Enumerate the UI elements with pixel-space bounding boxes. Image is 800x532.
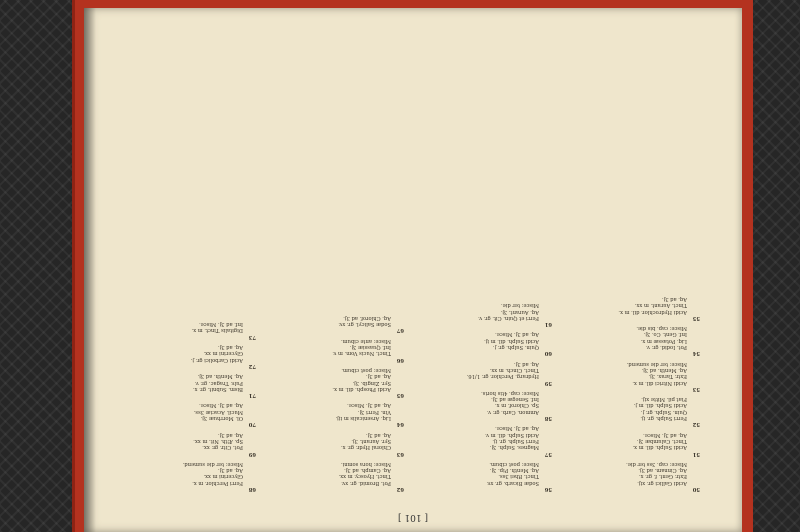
entry-number: 54 [692,350,700,357]
entry-line: Aq. ad 3j. Misce. [495,425,539,432]
entry-line: Tinct. Aurant. m xx. [634,302,687,309]
entry-number: 65 [396,392,404,399]
entry-number: 69 [248,450,256,457]
entry-line: Inf. Gent. Co. 3j. [643,331,687,338]
entry-line: Sp. Chlorof. m x. [494,402,539,409]
entry-line: Sodæ Bicarb. gr. xv. [486,479,539,486]
prescription-entry [124,373,256,398]
entry-line: Pot. Iodid. gr. v. [645,344,687,351]
spine-shadow [84,8,96,532]
entry-line: Aq. ad 3j. Misce. [643,431,687,438]
entry-line: Tinct. Rhei 3ss. [498,473,539,480]
entry-line: Misce: ter die sumend. [182,460,243,467]
entry-line: Digitalis Tinct. m x. [191,327,243,334]
entry-line: Aq. ad 3j. [514,360,539,367]
entry-line: Bism. Subnit. gr. x. [192,385,243,392]
entry-line: Magnes. Sulph. 3j. [489,444,539,451]
entry-line: Misce: post cibum. [341,366,391,373]
entry-line: Aq. ad 3j. [218,431,243,438]
entry-line: Aq. Chlorof. ad 3j. [343,314,391,321]
entry-number: 52 [692,421,700,428]
prescription-entry [420,331,552,356]
entry-number: 56 [544,486,552,492]
entry-line: Inf. Quassiæ 3j. [349,344,391,351]
entry-line: Quin. Sulph. gr. j. [640,408,687,415]
entry-number: 50 [692,486,700,492]
entry-line: Aq. Menth. ad 3j. [197,373,243,380]
entry-line: Acidi Nitrici dil. m x. [632,379,687,386]
entry-line: Aq. Cinnam. ad 3j. [638,467,687,474]
prescription-entry [124,402,256,427]
text-column [420,32,552,492]
entry-number: 62 [396,486,404,492]
entry-number: 71 [248,392,256,399]
entry-line: Acidi Sulph. dil. m ij. [484,337,539,344]
entry-line: Tinct. Nucis Vom. m v. [332,350,391,357]
prescription-entry [124,461,256,492]
entry-line: Misce: ter die. [501,302,539,309]
prescription-entry [420,302,552,327]
entry-line: Sodæ Salicyl. gr. xv. [338,321,391,328]
entry-number: 64 [396,421,404,428]
prescription-entry [568,296,700,321]
entry-line: Extr. Gent. f. gr. x. [638,473,687,480]
prescription-entry [272,461,404,492]
entry-line: Chloral Hydr. gr. x. [340,444,391,451]
entry-line: Pot. Bromid. gr. xv. [341,479,391,486]
entry-line: Acidi Carbolici gr. j. [190,356,243,363]
entry-line: Extr. Tarax. 3j. [648,373,687,380]
entry-number: 63 [396,450,404,457]
entry-number: 58 [544,415,552,422]
entry-line: Misce: post cibum. [489,460,539,467]
entry-line: Pot. Citr. gr. xx. [202,444,243,451]
entry-line: Ammon. Carb. gr. v. [487,408,539,415]
entry-line: Tinct. Hyoscy. m xx. [338,473,391,480]
entry-line: Ferri Sulph. gr. ij. [492,437,539,444]
prescription-entry [124,431,256,456]
entry-number: 60 [544,350,552,357]
entry-line: Misce: cap. 3ss ter die. [626,460,687,467]
entry-line: Aq. ad 3j. [366,431,391,438]
entry-line: Aq. ad 3j. [218,467,243,474]
entry-number: 72 [248,362,256,369]
prescription-entry [272,367,404,398]
entry-line: Vin. Ferri 3j. [357,408,391,415]
text-columns [124,32,700,492]
entry-line: Syr. Aurant. 3j. [351,437,391,444]
entry-line: Aq. ad 3j. [366,373,391,380]
entry-number: 57 [544,450,552,457]
prescription-entry [568,396,700,427]
prescription-entry [272,337,404,362]
entry-number: 53 [692,385,700,392]
entry-line: Aq. Menth. ad 3j. [641,366,687,373]
entry-line: Acidi Sulph. dil. m v. [485,431,539,438]
entry-number: 51 [692,450,700,457]
entry-number: 68 [248,486,256,492]
prescription-entry [568,431,700,456]
entry-line: Misce: ter die sumend. [626,360,687,367]
text-column [272,32,404,492]
entry-line: Tinct. Calumbæ 3j. [636,437,687,444]
prescription-entry [272,315,404,334]
entry-line: Acidi Phosph. dil. m x. [332,385,391,392]
entry-line: Fiat pil. Mitte xij. [641,396,687,403]
entry-line: Aq. ad 3j. Misce. [495,331,539,338]
prescription-entry [420,461,552,492]
entry-line: Acidi Sulph. dil. m x. [632,444,687,451]
prescription-entry [420,425,552,456]
entry-line: Misce: cap. bis die. [636,325,687,332]
entry-line: Aq. ad 3j. [662,295,687,302]
entry-line: Aq. Camph. ad 3j. [344,467,391,474]
entry-line: Ferri et Quin. Cit. gr. v. [478,314,539,321]
prescription-entry [568,461,700,492]
entry-line: Pulv. Tragac. gr. v. [194,379,243,386]
entry-number: 73 [248,333,256,340]
text-column [568,32,700,492]
entry-line: Glycerini m xx. [203,350,243,357]
entry-line: Glycerini m xx. [203,473,243,480]
entry-number: 55 [692,314,700,321]
entry-line: Aq. Menth. Pip. 3j. [489,467,539,474]
entry-line: Acidi Hydrochlor. dil. m x. [618,308,687,315]
entry-line: Inf. Senegæ ad 3j. [491,396,539,403]
entry-line: Acidi Sulph. dil. m j. [633,402,687,409]
entry-line: Ol. Morrhuæ 3j. [200,415,243,422]
prescription-entry [124,344,256,369]
page-number: [ 101 ] [398,512,428,522]
entry-line: Tinct. Cinch. m xx. [489,366,539,373]
prescription-entry [420,390,552,421]
prescription-entry [568,325,700,356]
entry-line: Misce: ante cibum. [340,337,391,344]
entry-number: 61 [544,321,552,328]
prescription-entry [420,360,552,385]
entry-line: Aq. ad 3j. Misce. [199,402,243,409]
entry-line: Syr. Zingib. 3j. [352,379,391,386]
book-page [84,8,742,532]
entry-line: Aq. ad 3j. [218,344,243,351]
entry-line: Ferri Sulph. gr. ij. [640,415,687,422]
prescription-entry [568,360,700,391]
entry-number: 59 [544,379,552,386]
entry-line: Inf. ad 3j. Misce. [199,321,243,328]
entry-line: Liq. Arsenicalis m iij. [335,415,391,422]
entry-line: Mucil. Acaciæ 3ss. [193,408,243,415]
entry-line: Liq. Potassæ m x. [640,337,687,344]
entry-line: Acidi Gallici gr. xij. [637,479,687,486]
prescription-entry [124,321,256,340]
entry-line: Misce: cap. 4tis horis. [481,389,539,396]
entry-number: 67 [396,327,404,334]
page-content-upside-down [84,8,742,532]
entry-number: 70 [248,421,256,428]
prescription-entry [272,431,404,456]
entry-line: Misce: hora somni. [340,460,391,467]
entry-number: 66 [396,356,404,363]
entry-line: Aq. Aurant. 3j. [500,308,539,315]
entry-line: Sp. Æth. Nit. m xx. [193,437,243,444]
entry-line: Hydrarg. Perchlor. gr. 1/16. [466,373,539,380]
entry-line: Aq. ad 3j. Misce. [347,402,391,409]
entry-line: Ferri Perchlor. m x. [192,479,243,486]
entry-line: Quin. Sulph. gr. j. [492,344,539,351]
prescription-entry [272,402,404,427]
text-column [124,32,256,492]
